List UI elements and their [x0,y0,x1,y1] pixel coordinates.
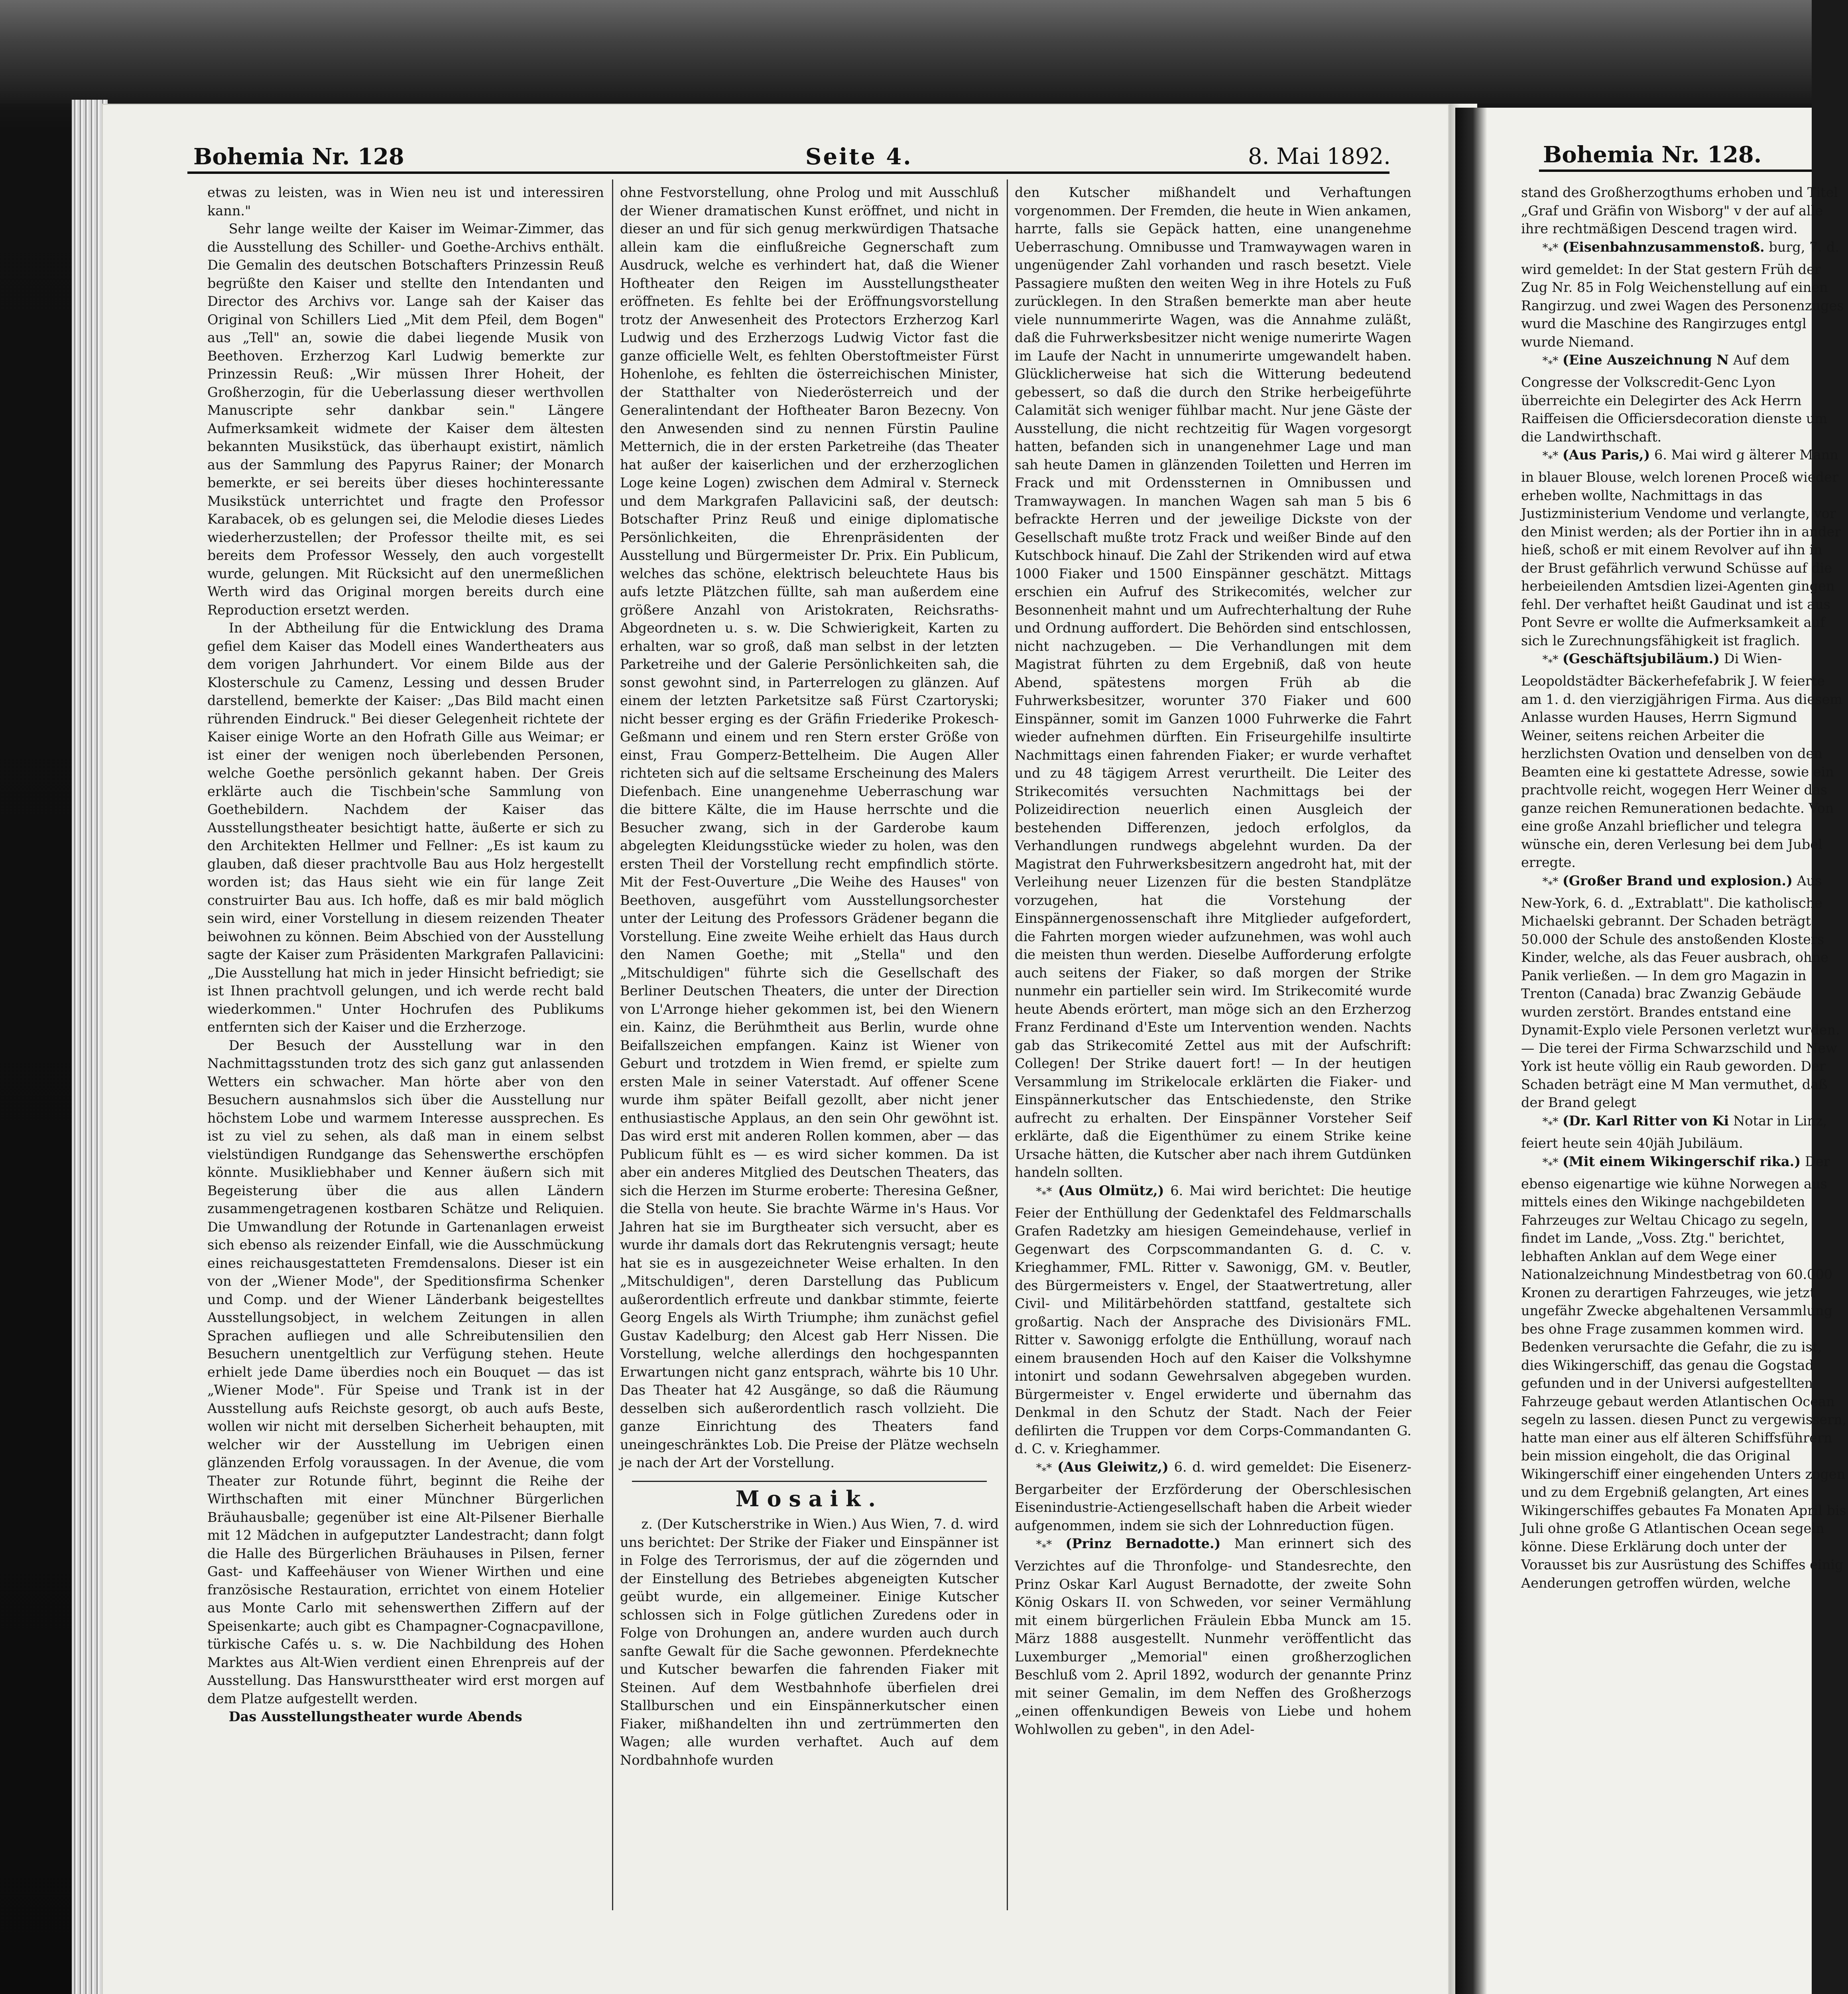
paragraph: Sehr lange weilte der Kaiser im Weimar-Zimmer, das die Ausstellung des Schiller- und Goethe-Archivs enthält. Die Gemalin des deutschen Botschafters Prinzessin Reuß begrüßte den Kaiser und stellte den Intendanten und Director des Archivs vor. Lange sah der Kaiser das Original von Schillers Lied „Mit dem Pfeil, dem Bogen" aus „Tell" an, sowie die dabei liegende Musik von Beethoven. Erzherzog Karl Ludwig bemerkte zur Prinzessin Reuß: „Wir müssen Ihrer Hoheit, der Großherzogin, für die Ueberlassung dieser werthvollen Manuscripte sehr dankbar sein." Längere Aufmerksamkeit widmete der Kaiser dem ältesten bekannten Musikstück, das überhaupt existirt, nämlich aus der Sammlung des Papyrus Rainer; der Monarch bemerkte, er sei bereits über dieses hochinteressante Musikstück unterrichtet und fragte den Professor Karabacek, ob es gelungen sei, die Melodie dieses Liedes wiederherzustellen; der Professor theilte mit, es sei bereits dem Professor Wessely, den auch vorgestellt wurde, gelungen. Mit Rücksicht auf den unermeßlichen Werth wird das Original morgen bereits durch eine Reproduction ersetzt werden. [207,221,604,618]
scan-top-shadow [0,0,1812,104]
paragraph: ohne Festvorstellung, ohne Prolog und mit Ausschluß der Wiener dramatischen Kunst eröffnet, und nicht in dieser an und für sich genug merkwürdigen Thatsache allein kam die einflußreiche Gegnerschaft zum Ausdruck, welche es verhindert hat, daß die Wiener Hoftheater den Reigen im Ausstellungstheater eröffneten. Es fehlte bei der Eröffnungsvorstellung trotz der Anwesenheit des Protectors Erzherzog Karl Ludwig und des Erzherzogs Ludwig Victor fast die ganze officielle Welt, es fehlten Oberstoftmeister Fürst Hohenlohe, es fehlten die österreichischen Minister, der Statthalter von Niederösterreich und der Generalintendant der Hoftheater Baron Bezecny. Von den Anwesenden sind zu nennen Fürstin Pauline Metternich, die in der ersten Parketreihe (das Theater hat außer der kaiserlichen und der erzherzoglichen Loge keine Logen) zwischen dem Admiral v. Sterneck und dem Markgrafen Pallavicini saß, der deutsch: Botschafter Prinz Reuß und einige diplomatische Persönlichkeiten, die Ehrenpräsidenten der Ausstellung und Bürgermeister Dr. Prix. Ein Publicum, welches das schöne, elektrisch beleuchtete Haus bis aufs letzte Plätzchen füllte, sah man außerdem eine größere Anzahl von Aristokraten, Reichsraths-Abgeordneten u. s. w. Die Schwierigkeit, Karten zu erhalten, war so groß, daß man selbst in der letzten Parketreihe und der Galerie Persönlichkeiten sah, die sonst gewohnt sind, in Parterrelogen zu glänzen. Auf einem der letzten Parketsitze saß Fürst Czartoryski; nicht besser erging es der Gräfin Friederike Prokesch-Geßmann und einem und ren Stern erster Größe von einst, Frau Gomperz-Bettelheim. Die Augen Aller richteten sich auf die seltsame Erscheinung des Malers Diefenbach. Eine unangenehme Ueberraschung war die bittere Kälte, die im Hause herrschte und die Besucher zwang, sich in der Garderobe kaum abgelegten Kleidungsstücke wieder zu holen, was den ersten Theil der Vorstellung recht empfindlich störte. Mit der Fest-Ouverture „Die Weihe des Hauses" von Beethoven, ausgeführt vom Ausstellungsorchester unter der Leitung des Professors Grädener begann die Vorstellung. Eine zweite Weihe erhielt das Haus durch den Namen Goethe; mit „Stella" und den „Mitschuldigen" führte sich die Gesellschaft des Berliner Deutschen Theaters, die unter der Direction von L'Arronge hieher gekommen ist, bei den Wienern ein. Kainz, die Berühmtheit aus Berlin, wurde ohne Beifallszeichen empfangen. Kainz ist Wiener von Geburt und trotzdem in Wien fremd, er spielte zum ersten Male in seiner Vaterstadt. Auf offener Scene wurde ihm später Beifall gezollt, aber nicht jener enthusiastische Applaus, an den sein Ohr gewöhnt ist. Das wird erst mit anderen Rollen kommen, aber — das Publicum fühlt es — es wird sicher kommen. Da ist aber ein anderes Mitglied des Deutschen Theaters, das sich die Herzen im Sturme eroberte: Theresina Geßner, die Stella von heute. Sie brachte Wärme in's Haus. Vor Jahren hat sie im Burgtheater sich versucht, aber es wurde ihr damals dort das Rekrutengnis versagt; heute hat sie es in ausgezeichneter Weise erhalten. In den „Mitschuldigen", deren Darstellung das Publicum außerordentlich erfreute und dankbar stimmte, feierte Georg Engels als Wirth Triumphe; ihm zunächst gefiel Gustav Kadelburg; den Alcest gab Herr Nissen. Die Vorstellung, welche allerdings den hochgespannten Erwartungen nicht ganz entsprach, währte bis 10 Uhr. Das Theater hat 42 Ausgänge, so daß die Räumung desselben sich außerordentlich rasch vollzieht. Die ganze Einrichtung des Theaters fand uneingeschränktes Lob. Die Preise der Plätze wechseln je nach der Art der Vorstellung. [620,185,999,1470]
paragraph: z. (Der Kutscherstrike in Wien.) Aus Wien, 7. d. wird uns berichtet: Der Strike der Fiaker und Einspänner ist in Folge des Terrorismus, der auf die zögernden und der Einstellung des Betriebes abgeneigten Kutscher geübt wurde, ein allgemeiner. Einige Kutscher schlossen sich in Folge gütlichen Zuredens oder in Folge von Drohungen an, andere wurden auch durch sanfte Gewalt für die Sache gewonnen. Pferdeknechte und Kutscher bewarfen die fahrenden Fiaker mit Steinen. Auf dem Westbahnhofe überfielen drei Stallburschen und ein Einspännerkutscher einen Fiaker, mißhandelten ihn und zertrümmerten den Wagen; alle wurden verhaftet. Auch auf dem Nordbahnhofe wurden [620,1516,999,1768]
header-rule-right [1539,169,1812,172]
news-item: $*_**$ (Großer Brand und explosion.) Aus New-York, 6. d. „Extrablatt". Die katholische Michaelski gebrannt. Der Schaden beträgt 50.000 der Schule des anstoßenden Klosters Kinder, welche, als das Feuer ausbrach, ohne Panik verließen. — In dem gro Magazin in Trenton (Canada) brac Zwanzig Gebäude wurden zerstört. Brandes entstand eine Dynamit-Explo viele Personen verletzt wurden. — Die terei der Firma Schwarzschild und New York ist heute völlig ein Raub geworden. Der Schaden beträgt eine M Man vermuthet, daß der Brand gelegt [1521,873,1840,1111]
header-rule [187,171,1389,174]
column-rule-2 [1007,179,1008,1910]
news-item: $*_**$ (Aus Olmütz,) 6. Mai wird berichtet: Die heutige Feier der Enthüllung der Gedenktafel des Feldmarschalls Grafen Radetzky am hiesigen Gemeindehause, verlief in Gegenwart des Corpscommandanten G. d. C. v. Krieghammer, FML. Ritter v. Sawonigg, GM. v. Beutler, des Bürgermeisters v. Engel, der Staatwertretung, aller Civil- und Militärbehörden stattfand, gestaltete sich großartig. Nach der Ansprache des Divisionärs FML. Ritter v. Sawonigg erfolgte die Enthüllung, worauf nach einem brausenden Hoch auf den Kaiser die Volkshymne intonirt und sodann Gewehrsalven abgegeben wurden. Bürgermeister v. Engel erwiderte und übernahm das Denkmal in den Schutz der Stadt. Nach der Feier defilirten die Truppen vor dem Corps-Commandanten G. d. C. v. Krieghammer. [1015,1182,1412,1457]
paragraph: Der Besuch der Ausstellung war in den Nachmittagsstunden trotz des sich ganz gut anlassenden Wetters ein schwacher. Man hörte aber von den Besuchern ausnahmslos sich über die Ausstellung nur höchstem Lobe und warmem Interesse aussprechen. Es ist zu viel zu sehen, als daß man in einem selbst vielstündigen Rundgange das Sehenswerthe erschöpfen könnte. Musikliebhaber und Kenner äußern sich mit Begeisterung über die aus allen Ländern zusammengetragenen kostbaren Schätze und Reliquien. Die Umwandlung der Rotunde in Gartenanlagen erweist sich ebenso als reizender Einfall, wie die Ausschmückung eines reichausgestatteten Fremdensalons. Dieser ist ein von der „Wiener Mode", der Speditionsfirma Schenker und Comp. und der Wiener Länderbank beigestelltes Ausstellungsobject, in welchem Zeitungen in allen Sprachen aufliegen und alle Schreibutensilien den Besuchern unentgeltlich zur Verfügung stehen. Heute erhielt jede Dame überdies noch ein Bouquet — das ist „Wiener Mode". Für Speise und Trank ist in der Ausstellung aufs Reichste gesorgt, ob auch aufs Beste, wollen wir nicht mit derselben Sicherheit behaupten, mit welcher wir der Ausstellung im Uebrigen einen glänzenden Erfolg voraussagen. In der Avenue, die vom Theater zur Rotunde führt, beginnt die Reihe der Wirthschaften mit einer Münchner Bürgerlichen Bräuhausballe; gegenüber ist eine Alt-Pilsener Bierhalle mit 12 Mädchen in aufgeputzter Landestracht; dann folgt die Halle des Bürgerlichen Bräuhauses in Pilsen, ferner Gast- und Kaffeehäuser von Wiener Wirthen und eine französische Restauration, errichtet von einem Hotelier aus Monte Carlo mit sehenswerthen Ziffern auf der Speisenkarte; auch gibt es Champagner-Cognacpavillone, türkische Cafés u. s. w. Die Nachbildung des Hohen Marktes aus Alt-Wien verdient einen Ehrenpreis auf der Ausstellung. Das Hanswursttheater wird erst morgen auf dem Platze aufgestellt werden. [207,1037,604,1706]
header-date: 8. Mai 1892. [1248,144,1391,169]
paragraph: stand des Großherzogthums erhoben und Titel „Graf und Gräfin von Wisborg" v der auf alle ihre rechtmäßigen Descend tragen wird. [1521,185,1838,236]
section-title-mosaik: Mosaik. [735,1486,884,1511]
column-rule-1 [612,179,613,1910]
header-page-number: Seite 4. [805,144,913,170]
paragraph: Das Ausstellungstheater wurde Abends [228,1709,522,1724]
column-4 [1521,183,1848,1914]
header-paper-name-right: Bohemia Nr. 128. [1543,142,1762,168]
news-item: $*_**$ (Eine Auszeichnung N Auf dem Congresse der Volkscredit-Genc Lyon überreichte ein Delegirter des Ack Herrn Raiffeisen die Officiersdecoration dienste um die Landwirthschaft. [1521,352,1828,445]
gutter-shadow [1455,108,1487,1994]
column-1 [207,183,604,1918]
paragraph: etwas zu leisten, was in Wien neu ist und interessiren kann." [207,185,604,219]
news-item: $*_**$ (Dr. Karl Ritter von Ki Notar in Linz, feiert heute sein 40jäh Jubiläum. [1521,1113,1827,1151]
news-item: $*_**$ (Aus Paris,) 6. Mai wird g älterer Mann in blauer Blouse, welch lorenen Proceß wieder erheben wollte, Nachmittags in das Justizministerium Vendome und verlangte, vor den Minist werden; als der Portier ihn in ander hieß, schoß er mit einem Revolver auf ihn in der Brust gefährlich verwund Schüsse auf die herbeieilenden Amtsdien lizei-Agenten gingen fehl. Der verhaftet heißt Gaudinat und ist aus Pont Sevre er wollte die Aufmerksamkeit auf sich le Zurechnungsfähigkeit ist fraglich. [1521,447,1841,648]
news-item: $*_**$ (Eisenbahnzusammenstoß. burg, 7. d. wird gemeldet: In der Stat gestern Früh der Zug Nr. 85 in Folg Weichenstellung auf einen Rangirzug. und zwei Wagen des Personenzuges wurd die Maschine des Rangirzuges entgl wurde Niemand. [1521,239,1844,350]
header-paper-name: Bohemia Nr. 128 [193,144,404,170]
column-3 [1015,183,1411,1918]
paragraph: In der Abtheilung für die Entwicklung des Drama gefiel dem Kaiser das Modell eines Wandertheaters aus dem vorigen Jahrhundert. Vor einem Bilde aus der Klosterschule zu Camenz, Lessing und dessen Bruder darstellend, bemerkte der Kaiser: „Das Bild macht einen rührenden Eindruck." Bei dieser Gelegenheit richtete der Kaiser einige Worte an den Hofrath Gille aus Weimar; er ist einer der wenigen noch überlebenden Personen, welche Goethe persönlich gekannt haben. Der Greis erklärte auch die Tischbein'sche Sammlung von Goethebildern. Nachdem der Kaiser das Ausstellungstheater besichtigt hatte, äußerte er sich zu den Architekten Hellmer und Fellner: „Es ist kaum zu glauben, daß dieser prachtvolle Bau aus Holz hergestellt worden ist; das Haus sieht wie ein für lange Zeit construirter Bau aus. Ich hoffe, daß es mir bald möglich sein wird, einer Vorstellung in diesem reizenden Theater beiwohnen zu können. Beim Abschied von der Ausstellung sagte der Kaiser zum Präsidenten Markgrafen Pallavicini: „Die Ausstellung hat mich in jeder Hinsicht befriedigt; sie ist Ihnen prachtvoll gelungen, und ich werde recht bald wiederkommen." Unter Hochrufen des Publikums entfernten sich der Kaiser und die Erzherzoge. [207,620,604,1035]
paragraph: den Kutscher mißhandelt und Verhaftungen vorgenommen. Der Fremden, die heute in Wien ankamen, harrte, falls sie Gepäck hatten, eine unangenehme Ueberraschung. Omnibusse und Tramwaywagen waren in ungenügender Zahl vorhanden und rasch besetzt. Viele Passagiere mußten den weiten Weg in ihre Hotels zu Fuß zurücklegen. In den Straßen bemerkte man aber heute viele nunnummerirte Wagen, was die Annahme zuläßt, daß die Fuhrwerksbesitzer nicht wenige numerirte Wagen im Laufe der Nacht in unnumerirte umgewandelt haben. Glücklicherweise hat sich die Witterung bedeutend gebessert, so daß die durch den Strike herbeigeführte Calamität sich weniger fühlbar macht. Nur jene Gäste der Ausstellung, die nicht rechtzeitig für Wagen vorgesorgt hatten, befanden sich in unangenehmer Lage und man sah heute Damen in glänzenden Toiletten und Herren im Frack und mit Ordenssternen in Omnibussen und Tramwaywagen. In manchen Wagen sah man 5 bis 6 befrackte Herren und der jeweilige Dickste von der Gesellschaft mußte trotz Frack und weißer Binde auf den Kutschbock hinauf. Die Zahl der Strikenden wird auf etwa 1000 Fiaker und 1500 Einspänner geschätzt. Mittags erschien ein Aufruf des Strikecomités, welcher zur Besonnenheit mahnt und um Aufrechterhaltung der Ruhe und Ordnung auffordert. Die Behörden sind entschlossen, nicht nachzugeben. — Die Verhandlungen mit dem Magistrat führten zu dem Ergebniß, daß von heute Abend, spätestens morgen Früh ab die Fuhrwerksbesitzer, worunter 370 Fiaker und 600 Einspänner, somit im Ganzen 1000 Fuhrwerke die Fahrt wieder aufnehmen dürften. Ein Friseurgehilfe insultirte Nachmittags einen fahrenden Fiaker; er wurde verhaftet und zu 48 tägigem Arrest verurtheilt. Die Leiter des Strikecomités versuchten Nachmittags bei der Polizeidirection neuerlich einen Ausgleich der bestehenden Differenzen, jedoch erfolglos, da Verhandlungen rundwegs abgelehnt wurden. Da der Magistrat den Fuhrwerksbesitzern angedroht hat, mit der Verleihung neuer Lizenzen für die besten Standplätze vorzugehen, hat die Vorstehung der Einspännergenossenschaft ihre Mitglieder aufgefordert, die Fahrten morgen wieder aufzunehmen, was wohl auch die meisten thun werden. Dieselbe Aufforderung erfolgte auch seitens der Fiaker, so daß morgen der Strike nunmehr ein partieller sein wird. Im Strikecomité wurde heute Abends erörtert, man möge sich an den Erzherzog Franz Ferdinand d'Este um Intervention wenden. Nachts gab das Strikecomité Zettel aus mit der Aufschrift: Collegen! Der Strike dauert fort! — In der heutigen Versammlung im Strikelocale erklärten die Fiaker- und Einspännerkutscher das Entschiedenste, den Strike aufrecht zu erhalten. Der Einspänner Vorsteher Seif erklärte, daß die Eigenthümer zu einem Strike keine Ursache hätten, die Kutscher aber nach ihrem Gutdünken handeln sollten. [1015,185,1411,1180]
news-item: $*_**$ (Mit einem Wikingerschif rika.) Der ebenso eigenartige wie kühne Norwegen aus mittels eines den Wikinge nachgebildeten Fahrzeuges zur Weltau Chicago zu segeln, findet im Lande, „Voss. Ztg." berichtet, lebhaften Anklan auf dem Wege einer Nationalzeichnung Mindestbetrag von 60.000 Kronen zu derartigen Fahrzeuges, wie jetzt ungefähr Zwecke abgehaltenen Versammlung bes ohne Frage zusammen kommen wird. Bedenken verursachte die Gefahr, die zu ist, dies Wikingerschiff, das genau die Gogstad gefunden und in der Universi aufgestellten Fahrzeuge gebaut werden Atlantischen Ocean segeln zu lassen. diesen Punct zu vergewissern, hatte man einer aus elf älteren Schiffsführern bein mission eingeholt, die das Original Wikingerschiff einer eingehenden Unters zogen und zu dem Ergebniß gelangten, Art eines Wikingerschiffes gebautes Fa Monaten April bis Juli ohne große G Atlantischen Ocean segeln könne. Diese Erklärung doch unter der Vorausset bis zur Ausrüstung des Schiffes einig Aenderungen getroffen würden, welche [1521,1153,1847,1591]
section-rule [632,1481,987,1482]
news-item: $*_**$ (Aus Gleiwitz,) 6. d. wird gemeldet: Die Eisenerz-Bergarbeiter der Erzförderung der Oberschlesischen Eisenindustrie-Actiengesellschaft haben die Arbeit wieder aufgenommen, indem sie sich der Lohnreduction fügen. [1015,1459,1411,1533]
column-2 [620,183,999,1918]
news-item: $*_**$ (Geschäftsjubiläum.) Di Wien-Leopoldstädter Bäckerhefefabrik J. W feierte am 1. d. den vierzigjährigen Firma. Aus diesem Anlasse wurden Hauses, Herrn Sigmund Weiner, seitens reichen Arbeiter die herzlichsten Ovation und denselben von den Beamten eine ki gestattete Adresse, sowie ein prachtvolle reicht, wogegen Herr Weiner das ganze reichen Remunerationen bedachte. Von eine große Anzahl brieflicher und telegra wünsche ein, deren Verlesung bei dem Jubel erregte. [1521,651,1843,871]
news-item: $*_**$ (Prinz Bernadotte.) Man erinnert sich des Verzichtes auf die Thronfolge- und Standesrechte, den Prinz Oskar Karl August Bernadotte, der zweite Sohn König Oskars II. von Schweden, vor seiner Vermählung mit einem bürgerlichen Fräulein Ebba Munck am 15. März 1888 ausgestellt. Nunmehr veröffentlicht das Luxemburger „Memorial" einen großherzoglichen Beschluß vom 2. April 1892, wodurch der genannte Prinz mit seiner Gemalin, im dem Neffen des Großherzogs „einen offenkundigen Beweis von Liebe und hohem Wohlwollen zu geben", in den Adel- [1015,1536,1411,1737]
